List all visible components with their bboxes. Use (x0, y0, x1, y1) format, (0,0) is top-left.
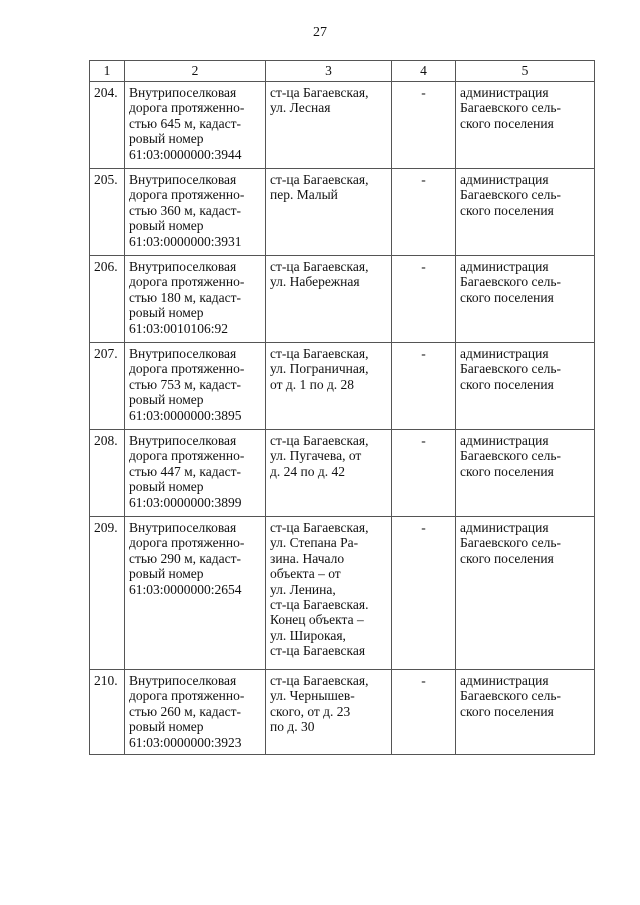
object-name-line: 61:03:0010106:92 (129, 320, 229, 336)
holder-cell (456, 517, 595, 670)
object-name-cell (125, 670, 266, 755)
holder-line: администрация (460, 673, 549, 688)
address-line: ул. Пограничная, (270, 361, 369, 377)
column-header-3: 3 (266, 61, 392, 82)
holder-line: ского поселения (460, 550, 554, 566)
column-4-value: - (421, 346, 426, 361)
object-name-line: дорога протяженно- (129, 274, 245, 290)
page-number: 27 (313, 25, 327, 40)
address-line: ул. Чернышев- (270, 688, 355, 704)
column-4-value: - (421, 520, 426, 535)
address-cell (266, 169, 392, 256)
object-name-line: ровый номер (129, 218, 204, 234)
row-number: 206. (94, 259, 118, 274)
holder-line: Багаевского сель- (460, 187, 562, 203)
row-number-cell (90, 169, 125, 256)
row-number-cell (90, 82, 125, 169)
column-4-cell (392, 343, 456, 430)
column-4-cell (392, 256, 456, 343)
holder-line: администрация (460, 346, 549, 361)
object-name-line: ровый номер (129, 566, 204, 582)
address-cell (266, 82, 392, 169)
object-name-line: Внутрипоселковая (129, 85, 237, 100)
column-4-cell (392, 670, 456, 755)
address-line: объекта – от (270, 566, 341, 582)
column-4-value: - (421, 433, 426, 448)
table-row (90, 517, 595, 670)
object-name-line: 61:03:0000000:3931 (129, 233, 242, 249)
table-row (90, 82, 595, 169)
address-cell (266, 670, 392, 755)
object-name-line: стью 753 м, кадаст- (129, 376, 242, 392)
holder-line: ского поселения (460, 115, 554, 131)
address-line: ст-ца Багаевская, (270, 673, 369, 688)
address-line: Конец объекта – (270, 612, 364, 628)
object-name-line: 61:03:0000000:3895 (129, 407, 242, 423)
holder-line: ского поселения (460, 703, 554, 719)
table-row (90, 256, 595, 343)
address-line: ст-ца Багаевская, (270, 346, 369, 361)
object-name-line: дорога протяженно- (129, 535, 245, 551)
object-name-cell (125, 256, 266, 343)
holder-cell (456, 430, 595, 517)
column-header-5: 5 (456, 61, 595, 82)
column-header-1: 1 (90, 61, 125, 82)
registry-body (90, 82, 595, 755)
row-number: 207. (94, 346, 118, 361)
object-name-line: Внутрипоселковая (129, 172, 237, 187)
holder-cell (456, 169, 595, 256)
address-line: ского, от д. 23 (270, 703, 351, 719)
object-name-line: дорога протяженно- (129, 100, 245, 116)
address-line: пер. Малый (270, 187, 338, 203)
address-line: зина. Начало (270, 550, 345, 566)
object-name-cell (125, 169, 266, 256)
table-header-row (90, 61, 595, 82)
address-line: ст-ца Багаевская, (270, 85, 369, 100)
object-name-line: Внутрипоселковая (129, 673, 237, 688)
object-name-line: стью 290 м, кадаст- (129, 550, 242, 566)
object-name-line: дорога протяженно- (129, 187, 245, 203)
object-name-line: дорога протяженно- (129, 688, 245, 704)
object-name-line: дорога протяженно- (129, 361, 245, 377)
row-number-cell (90, 670, 125, 755)
column-4-cell (392, 82, 456, 169)
row-number: 208. (94, 433, 118, 448)
row-number-cell (90, 256, 125, 343)
address-line: ул. Лесная (270, 100, 331, 116)
object-name-line: Внутрипоселковая (129, 346, 237, 361)
column-4-cell (392, 517, 456, 670)
holder-line: Багаевского сель- (460, 100, 562, 116)
object-name-line: стью 645 м, кадаст- (129, 115, 242, 131)
row-number: 205. (94, 172, 118, 187)
address-line: ул. Набережная (270, 274, 360, 290)
holder-line: Багаевского сель- (460, 274, 562, 290)
holder-line: ского поселения (460, 376, 554, 392)
object-name-line: 61:03:0000000:3899 (129, 494, 242, 510)
address-cell (266, 430, 392, 517)
column-header-2: 2 (125, 61, 266, 82)
address-line: ст-ца Багаевская, (270, 172, 369, 187)
holder-cell (456, 82, 595, 169)
table-row (90, 343, 595, 430)
object-name-line: стью 180 м, кадаст- (129, 289, 242, 305)
column-4-value: - (421, 259, 426, 274)
address-line: ул. Ленина, (270, 581, 336, 597)
holder-line: Багаевского сель- (460, 361, 562, 377)
object-name-cell (125, 82, 266, 169)
row-number-cell (90, 343, 125, 430)
object-name-line: Внутрипоселковая (129, 433, 237, 448)
row-number: 204. (94, 85, 118, 100)
table-row (90, 670, 595, 755)
holder-cell (456, 256, 595, 343)
column-4-cell (392, 169, 456, 256)
object-name-cell (125, 343, 266, 430)
holder-line: администрация (460, 85, 549, 100)
row-number: 209. (94, 520, 118, 535)
holder-cell (456, 343, 595, 430)
object-name-cell (125, 430, 266, 517)
holder-line: Багаевского сель- (460, 448, 562, 464)
address-line: ст-ца Багаевская (270, 643, 366, 659)
address-line: д. 24 по д. 42 (270, 463, 345, 479)
object-name-line: Внутрипоселковая (129, 259, 237, 274)
holder-line: администрация (460, 433, 549, 448)
address-line: ст-ца Багаевская, (270, 520, 369, 535)
object-name-line: стью 447 м, кадаст- (129, 463, 242, 479)
holder-line: администрация (460, 172, 549, 187)
column-4-value: - (421, 673, 426, 688)
address-line: ул. Широкая, (270, 627, 346, 643)
address-line: от д. 1 по д. 28 (270, 376, 355, 392)
registry-table (89, 60, 595, 755)
object-name-line: ровый номер (129, 479, 204, 495)
address-cell (266, 517, 392, 670)
object-name-line: ровый номер (129, 131, 204, 147)
object-name-line: 61:03:0000000:2654 (129, 581, 242, 597)
object-name-line: Внутрипоселковая (129, 520, 237, 535)
holder-line: администрация (460, 520, 549, 535)
holder-line: ского поселения (460, 463, 554, 479)
holder-line: Багаевского сель- (460, 535, 562, 551)
address-line: ст-ца Багаевская, (270, 433, 369, 448)
object-name-line: ровый номер (129, 719, 204, 735)
table-row (90, 169, 595, 256)
address-line: по д. 30 (270, 719, 315, 735)
holder-line: Багаевского сель- (460, 688, 562, 704)
column-4-value: - (421, 172, 426, 187)
holder-line: администрация (460, 259, 549, 274)
address-line: ул. Пугачева, от (270, 448, 362, 464)
object-name-line: ровый номер (129, 305, 204, 321)
column-4-value: - (421, 85, 426, 100)
row-number-cell (90, 430, 125, 517)
object-name-line: 61:03:0000000:3923 (129, 734, 242, 750)
holder-cell (456, 670, 595, 755)
object-name-line: стью 260 м, кадаст- (129, 703, 242, 719)
address-line: ст-ца Багаевская. (270, 597, 369, 613)
row-number-cell (90, 517, 125, 670)
address-line: ул. Степана Ра- (270, 535, 359, 551)
object-name-cell (125, 517, 266, 670)
holder-line: ского поселения (460, 202, 554, 218)
table-row (90, 430, 595, 517)
object-name-line: 61:03:0000000:3944 (129, 146, 242, 162)
row-number: 210. (94, 673, 118, 688)
object-name-line: дорога протяженно- (129, 448, 245, 464)
object-name-line: ровый номер (129, 392, 204, 408)
column-4-cell (392, 430, 456, 517)
address-cell (266, 256, 392, 343)
address-cell (266, 343, 392, 430)
address-line: ст-ца Багаевская, (270, 259, 369, 274)
object-name-line: стью 360 м, кадаст- (129, 202, 242, 218)
holder-line: ского поселения (460, 289, 554, 305)
column-header-4: 4 (392, 61, 456, 82)
